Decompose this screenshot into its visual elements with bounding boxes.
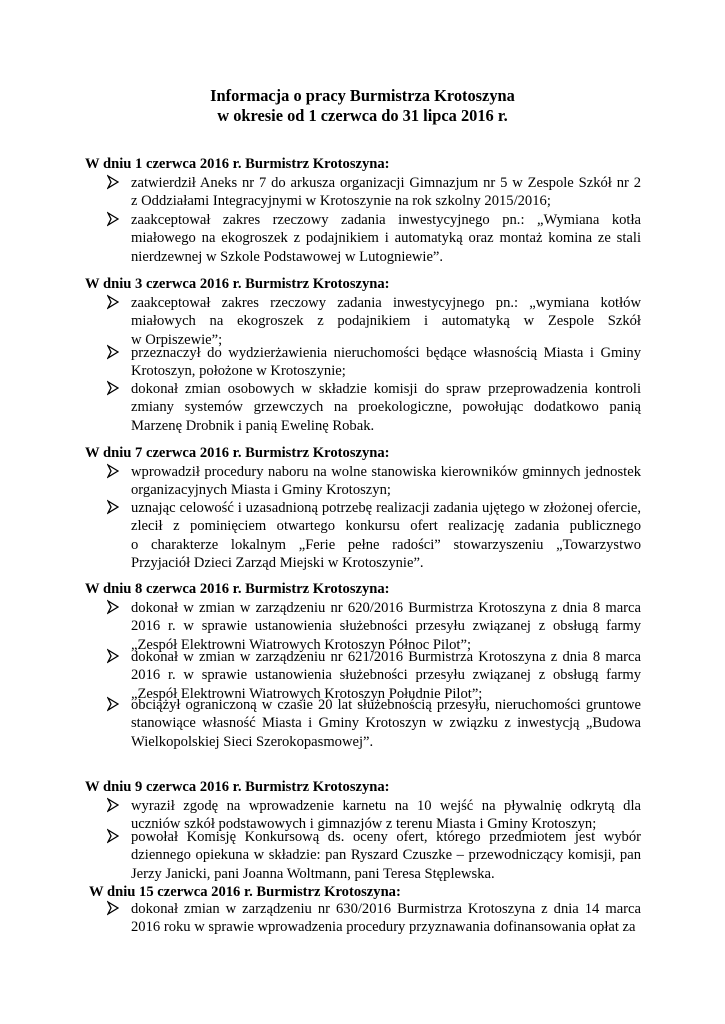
arrow-bullet-icon [107, 463, 119, 481]
text-line: zmiany systemów grzewczych na proekologiczne, powołując dodatkowo panią [131, 399, 641, 416]
text-line: wyraził zgodę na wprowadzenie karnetu na 10 wejść na pływalnię odkrytą dla [131, 798, 641, 814]
text-line: miałowych na ekogroszek z podajnikiem i automatyką w Zespole Szkół [131, 313, 641, 330]
text-line: dokonał zmian osobowych w składzie komisji do spraw przeprowadzenia kontroli [131, 381, 641, 397]
list-item-text [131, 174, 641, 211]
text-line: dokonał w zmian w zarządzeniu nr 620/2016 Burmistrza Krotoszyna z dnia 8 marca [131, 600, 641, 616]
text-line: dziennego opiekuna w składzie: pan Ryszard Czuszke – przewodniczący komisji, pan [131, 847, 641, 864]
list-item-text [131, 463, 641, 500]
text-line: Krotoszyn, położone w Krotoszynie; [131, 363, 346, 380]
text-line: przeznaczył do wydzierżawienia nieruchomości będące własnością Miasta i Gminy [131, 345, 641, 361]
arrow-bullet-icon [107, 211, 119, 229]
section-heading: W dniu 7 czerwca 2016 r. Burmistrz Krotoszyna: [85, 445, 390, 461]
text-line: zatwierdził Aneks nr 7 do arkusza organizacji Gimnazjum nr 5 w Zespole Szkół nr 2 [131, 175, 641, 191]
text-line: 2016 roku w sprawie wprowadzenia procedury przyznawania dofinansowania opłat za [131, 919, 636, 936]
arrow-bullet-icon [107, 599, 119, 617]
list-item-text [131, 900, 641, 937]
text-line: o charakterze lokalnym „Ferie pełne radości” stowarzyszeniu „Towarzystwo [131, 536, 641, 553]
section-heading: W dniu 9 czerwca 2016 r. Burmistrz Krotoszyna: [85, 779, 390, 795]
text-line: dokonał zmian w zarządzeniu nr 630/2016 Burmistrza Krotoszyna z dnia 14 marca [131, 901, 641, 917]
list-item-text [131, 599, 641, 654]
list-item-text [131, 211, 641, 266]
text-line: 2016 r. w sprawie ustanowienia służebności przesyłu związanej z obsługą farmy [131, 667, 641, 684]
text-line: wprowadził procedury naboru na wolne stanowiska kierowników gminnych jednostek [131, 464, 641, 480]
arrow-bullet-icon [107, 344, 119, 362]
arrow-bullet-icon [107, 797, 119, 815]
arrow-bullet-icon [107, 294, 119, 312]
list-item-text [131, 344, 641, 381]
text-line: obciążył ograniczoną w czasie 20 lat służebnością przesyłu, nieruchomości gruntowe [131, 697, 641, 713]
section-heading: W dniu 1 czerwca 2016 r. Burmistrz Krotoszyna: [85, 156, 390, 172]
text-line: 2016 r. w sprawie ustanowienia służebności przesyłu związanej z obsługą farmy [131, 618, 641, 635]
text-line: „Zespół Elektrowni Wiatrowych Krotoszyn Północ Pilot”; [131, 636, 472, 653]
text-line: Wielkopolskiej Sieci Szerokopasmowej”. [131, 733, 374, 750]
document-title-line2: w okresie od 1 czerwca do 31 lipca 2016 r. [217, 106, 508, 125]
list-item-text [131, 696, 641, 751]
text-line: powołał Komisję Konkursową ds. oceny ofert, którego przedmiotem jest wybór [131, 829, 641, 845]
text-line: zaakceptował zakres rzeczowy zadania inwestycyjnego pn.: „wymiana kotłów [131, 295, 641, 311]
text-line: zaakceptował zakres rzeczowy zadania inwestycyjnego pn.: „Wymiana kotła [131, 212, 641, 228]
text-line: Marzenę Drobnik i panią Ewelinę Robak. [131, 417, 375, 434]
text-line: Jerzy Janicki, pani Joanna Woltmann, pani Teresa Stęplewska. [131, 865, 495, 882]
text-line: dokonał w zmian w zarządzeniu nr 621/2016 Burmistrza Krotoszyna z dnia 8 marca [131, 649, 641, 665]
list-item-text [131, 499, 641, 572]
list-item-text [131, 294, 641, 349]
arrow-bullet-icon [107, 648, 119, 666]
text-line: uczniów szkół podstawowych i gimnazjów z terenu Miasta i Gminy Krotoszyn; [131, 816, 597, 833]
list-item-text [131, 648, 641, 703]
arrow-bullet-icon [107, 174, 119, 192]
text-line: miałowego na ekogroszek z podajnikiem i automatyką oraz montaż komina ze stali [131, 230, 641, 247]
section-heading: W dniu 15 czerwca 2016 r. Burmistrz Krotoszyna: [89, 884, 401, 900]
text-line: uznając celowość i uzasadnioną potrzebę realizacji zadania ujętego w złożonej ofercie, [131, 500, 641, 516]
arrow-bullet-icon [107, 828, 119, 846]
text-line: z Oddziałami Integracyjnymi w Krotoszynie na rok szkolny 2015/2016; [131, 193, 551, 210]
section-heading: W dniu 8 czerwca 2016 r. Burmistrz Krotoszyna: [85, 581, 390, 597]
text-line: „Zespół Elektrowni Wiatrowych Krotoszyn Południe Pilot”; [131, 685, 483, 702]
arrow-bullet-icon [107, 499, 119, 517]
text-line: organizacyjnych Miasta i Gminy Krotoszyn; [131, 482, 391, 499]
text-line: stanowiące własność Miasta i Gminy Krotoszyn w związku z inwestycją „Budowa [131, 715, 641, 732]
text-line: Przyjaciół Dzieci Zarząd Miejski w Krotoszynie”. [131, 554, 424, 571]
text-line: zlecił z pominięciem otwartego konkursu ofert realizację zadania publicznego [131, 518, 641, 535]
list-item-text [131, 380, 641, 435]
arrow-bullet-icon [107, 696, 119, 714]
arrow-bullet-icon [107, 380, 119, 398]
document-title-line1: Informacja o pracy Burmistrza Krotoszyna [210, 86, 515, 105]
text-line: nierdzewnej w Szkole Podstawowej w Lutogniewie”. [131, 248, 444, 265]
arrow-bullet-icon [107, 900, 119, 918]
section-heading: W dniu 3 czerwca 2016 r. Burmistrz Krotoszyna: [85, 276, 390, 292]
list-item-text [131, 828, 641, 883]
text-line: w Orpiszewie”; [131, 331, 223, 348]
